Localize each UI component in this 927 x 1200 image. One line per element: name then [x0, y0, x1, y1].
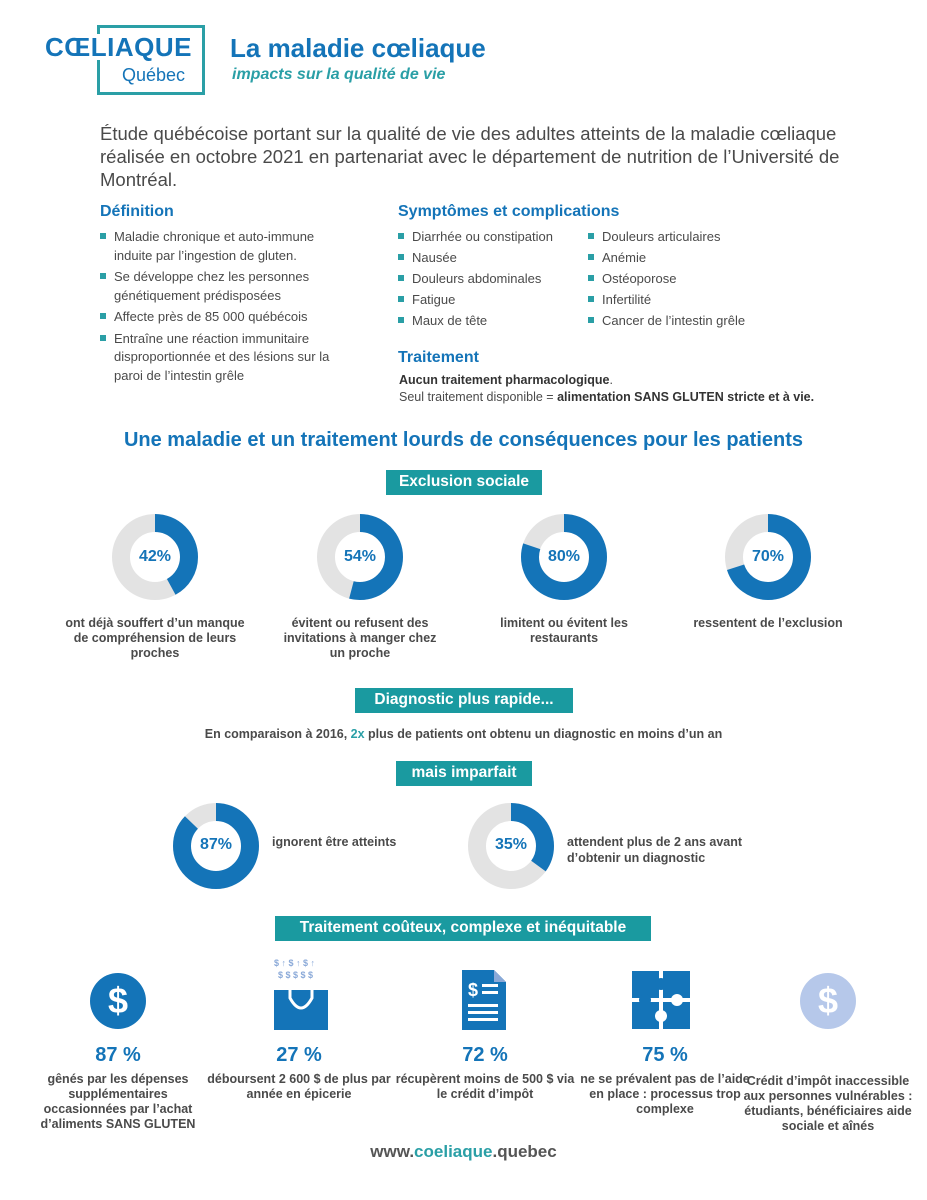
- shopping-bag-icon: [270, 952, 332, 1032]
- main-heading: Une maladie et un traitement lourds de conséquences pour les patients: [123, 429, 804, 451]
- donut-caption: ignorent être atteints: [272, 835, 397, 849]
- site-prefix: www.: [370, 1142, 415, 1161]
- diagnostic-comparison: [0, 727, 927, 741]
- cost-percentage: 72 %: [462, 1044, 508, 1066]
- site-suffix: .quebec: [492, 1142, 557, 1161]
- cost-caption: récupèrent moins de 500 $ via le crédit d’impôt: [395, 1072, 575, 1101]
- list-item: Anémie: [588, 249, 788, 268]
- dollar-coin-light-icon: [800, 973, 856, 1029]
- donut-label: 35%: [494, 836, 528, 853]
- intro-paragraph: Étude québécoise portant sur la qualité de vie des adultes atteints de la maladie cœliaque réalisée en octobre 2021 en partenariat avec le département de nutrition de l’Université de Montréal.: [100, 123, 840, 190]
- cost-caption: Crédit d’impôt inaccessible aux personnes vulnérables : étudiants, bénéficiaires aide sociale et aînés: [743, 1074, 913, 1133]
- puzzle-icon: [632, 971, 690, 1029]
- list-item: Se développe chez les personnes génétiquement prédisposées: [100, 268, 350, 305]
- diagnostic-banner: Diagnostic plus rapide...: [355, 688, 573, 713]
- comparison-end: plus de patients ont obtenu un diagnostic en moins d’un an: [364, 727, 723, 741]
- list-item: Fatigue: [398, 291, 588, 310]
- list-item: Infertilité: [588, 291, 788, 310]
- donut-caption: évitent ou refusent des invitations à manger chez un proche: [283, 616, 437, 660]
- donut-label: 87%: [199, 836, 233, 853]
- donut-label: 54%: [343, 548, 377, 565]
- treatment-heading: Traitement: [398, 349, 479, 366]
- svg-text:$: $: [817, 980, 839, 1021]
- list-item: Cancer de l’intestin grêle: [588, 312, 788, 331]
- svg-text:$: $: [107, 980, 129, 1021]
- symptoms-list-1: [398, 228, 588, 333]
- list-item: Ostéoporose: [588, 270, 788, 289]
- list-item: Diarrhée ou constipation: [398, 228, 588, 247]
- treatment-line1-bold: Aucun traitement pharmacologique: [399, 373, 610, 387]
- treatment-text: [399, 372, 814, 406]
- list-item: Entraîne une réaction immunitaire disproportionnée et des lésions sur la paroi de l’intestin grêle: [100, 330, 350, 386]
- donut-label: 42%: [138, 548, 172, 565]
- page-subtitle: impacts sur la qualité de vie: [232, 66, 446, 83]
- comparison-highlight: 2x: [350, 727, 365, 741]
- cost-banner: Traitement coûteux, complexe et inéquitable: [275, 916, 651, 941]
- svg-text:$ $ $ $ $: $ $ $ $ $: [278, 970, 314, 980]
- exclusion-banner: Exclusion sociale: [386, 470, 542, 495]
- donut-caption: ressentent de l’exclusion: [693, 616, 843, 630]
- donut-caption: limitent ou évitent les restaurants: [500, 616, 628, 645]
- definition-list: [100, 228, 350, 388]
- cost-caption: ne se prévalent pas de l’aide en place : processus trop complexe: [580, 1072, 750, 1116]
- tax-document-icon: [462, 970, 506, 1030]
- cost-caption: gênés par les dépenses supplémentaires occasionnées par l’achat d’aliments SANS GLUTEN: [40, 1072, 196, 1131]
- donut-caption: attendent plus de 2 ans avant d’obtenir un diagnostic: [567, 835, 743, 865]
- list-item: Nausée: [398, 249, 588, 268]
- symptoms-list-2: [588, 228, 788, 333]
- list-item: Affecte près de 85 000 québécois: [100, 308, 350, 327]
- donut-label: 80%: [547, 548, 581, 565]
- dollar-coin-icon: [90, 973, 146, 1029]
- site-highlight: coeliaque: [414, 1142, 493, 1161]
- cost-percentage: 87 %: [95, 1044, 141, 1066]
- svg-text:$: $: [468, 980, 479, 1000]
- comparison-start: En comparaison à 2016,: [204, 727, 351, 741]
- cost-caption: déboursent 2 600 $ de plus par année en épicerie: [207, 1072, 391, 1101]
- cost-percentage: 27 %: [276, 1044, 322, 1066]
- treatment-line2-start: Seul traitement disponible =: [399, 390, 558, 404]
- svg-text:$ ↑ $ ↑ $ ↑: $ ↑ $ ↑ $ ↑: [274, 958, 316, 968]
- list-item: Douleurs articulaires: [588, 228, 788, 247]
- imperfect-banner: mais imparfait: [396, 761, 532, 786]
- treatment-line2-bold: alimentation SANS GLUTEN stricte et à vie.: [557, 390, 815, 404]
- logo-text: CŒLIAQUE: [45, 34, 198, 60]
- cost-percentage: 75 %: [642, 1044, 688, 1066]
- donut-caption: ont déjà souffert d’un manque de compréhension de leurs proches: [65, 616, 245, 660]
- list-item: Maladie chronique et auto-immune induite par l’ingestion de gluten.: [100, 228, 350, 265]
- definition-heading: Définition: [100, 203, 174, 220]
- logo-subtext: Québec: [122, 65, 186, 85]
- list-item: Douleurs abdominales: [398, 270, 588, 289]
- list-item: Maux de tête: [398, 312, 588, 331]
- symptoms-heading: Symptômes et complications: [398, 203, 620, 220]
- page-title: La maladie cœliaque: [230, 33, 486, 63]
- donut-label: 70%: [751, 548, 785, 565]
- treatment-line1-end: .: [609, 373, 613, 387]
- website-link[interactable]: [0, 1142, 927, 1162]
